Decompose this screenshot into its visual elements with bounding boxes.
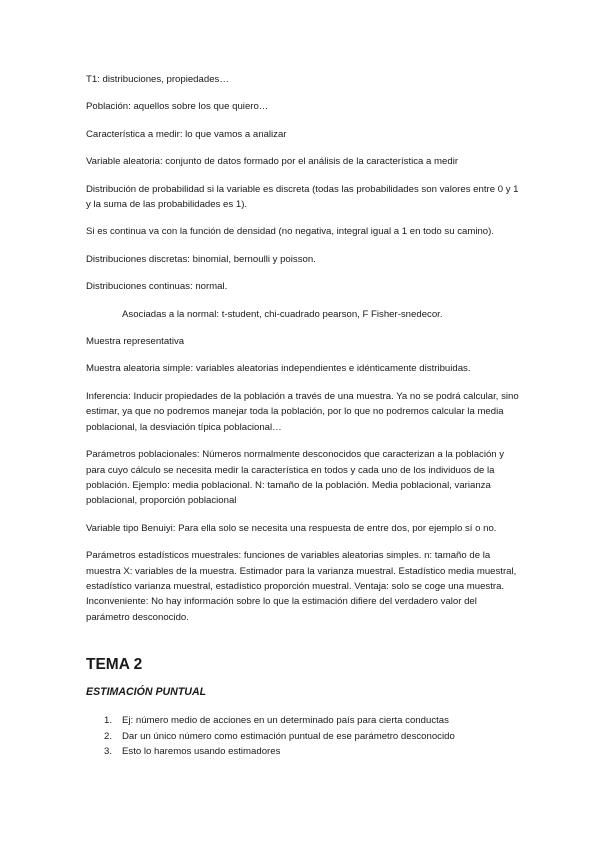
- paragraph-continua: Si es continua va con la función de densidad (no negativa, integral igual a 1 en todo su camino).: [86, 226, 495, 238]
- paragraph-parametros-poblacionales: Parámetros poblacionales: Números normalmente desconocidos que caracterizan a la población y para cuyo cálculo se necesita medir la característica en todos y cada uno de los individuos de la población. Ejemplo: media poblacional. N: tamaño de la población. Media poblacional, varianza poblacional, proporción poblacional: [86, 449, 505, 507]
- paragraph-muestra-aleatoria: Muestra aleatoria simple: variables aleatorias independientes e idénticamente distribuidas.: [86, 363, 471, 375]
- paragraph-distribucion-probabilidad: Distribución de probabilidad si la variable es discreta (todas las probabilidades son valores entre 0 y 1 y la suma de las probabilidades es 1).: [86, 183, 519, 211]
- paragraph-t1: T1: distribuciones, propiedades…: [86, 74, 229, 85]
- paragraph-poblacion: Población: aquellos sobre los que quiero…: [86, 101, 269, 113]
- paragraph-discretas: Distribuciones discretas: binomial, bernoulli y poisson.: [86, 253, 316, 265]
- paragraph-variable-benuiyi: Variable tipo Benuiyi: Para ella solo se necesita una respuesta de entre dos, por ejemplo sí o no.: [86, 522, 497, 534]
- list-item: [86, 744, 522, 759]
- paragraph-inferencia: Inferencia: Inducir propiedades de la población a través de una muestra. Ya no se podrá calcular, sino estimar, ya que no podremos manejar toda la población, por lo que no podremos calcular la media poblacional, la desviación típica poblacional…: [86, 390, 519, 433]
- paragraph-asociadas: Asociadas a la normal: t-student, chi-cuadrado pearson, F Fisher-snedecor.: [122, 308, 443, 320]
- list-text: Ej: número medio de acciones en un determinado país para cierta conductas: [122, 715, 449, 727]
- numbered-list: [86, 713, 522, 759]
- paragraph-continuas: Distribuciones continuas: normal.: [86, 281, 228, 293]
- paragraph-muestra-representativa: Muestra representativa: [86, 336, 185, 348]
- list-item: [86, 713, 522, 728]
- list-number: 2.: [103, 730, 112, 742]
- paragraph-caracteristica: Característica a medir: lo que vamos a analizar: [86, 128, 287, 140]
- section-heading: TEMA 2: [86, 656, 143, 674]
- paragraph-parametros-muestrales: Parámetros estadísticos muestrales: funciones de variables aleatorias simples. n: tamaño de la muestra X: variables de la muestra. Estimador para la varianza muestral. Estadístico media muestral, estadístico varianza muestral, estadístico proporción muestral. Ventaja: solo se coge una muestra. Inconveniente: No hay información sobre lo que la estimación difiere del verdadero valor del parámetro desconocido.: [86, 550, 517, 623]
- paragraph-variable-aleatoria: Variable aleatoria: conjunto de datos formado por el análisis de la característica a medir: [86, 156, 459, 168]
- section-subheading: ESTIMACIÓN PUNTUAL: [86, 686, 207, 699]
- document-body: [86, 72, 522, 759]
- list-text: Esto lo haremos usando estimadores: [122, 745, 281, 757]
- list-text: Dar un único número como estimación puntual de ese parámetro desconocido: [122, 730, 455, 742]
- list-item: [86, 729, 522, 744]
- list-number: 3.: [103, 745, 112, 757]
- list-number: 1.: [103, 715, 112, 727]
